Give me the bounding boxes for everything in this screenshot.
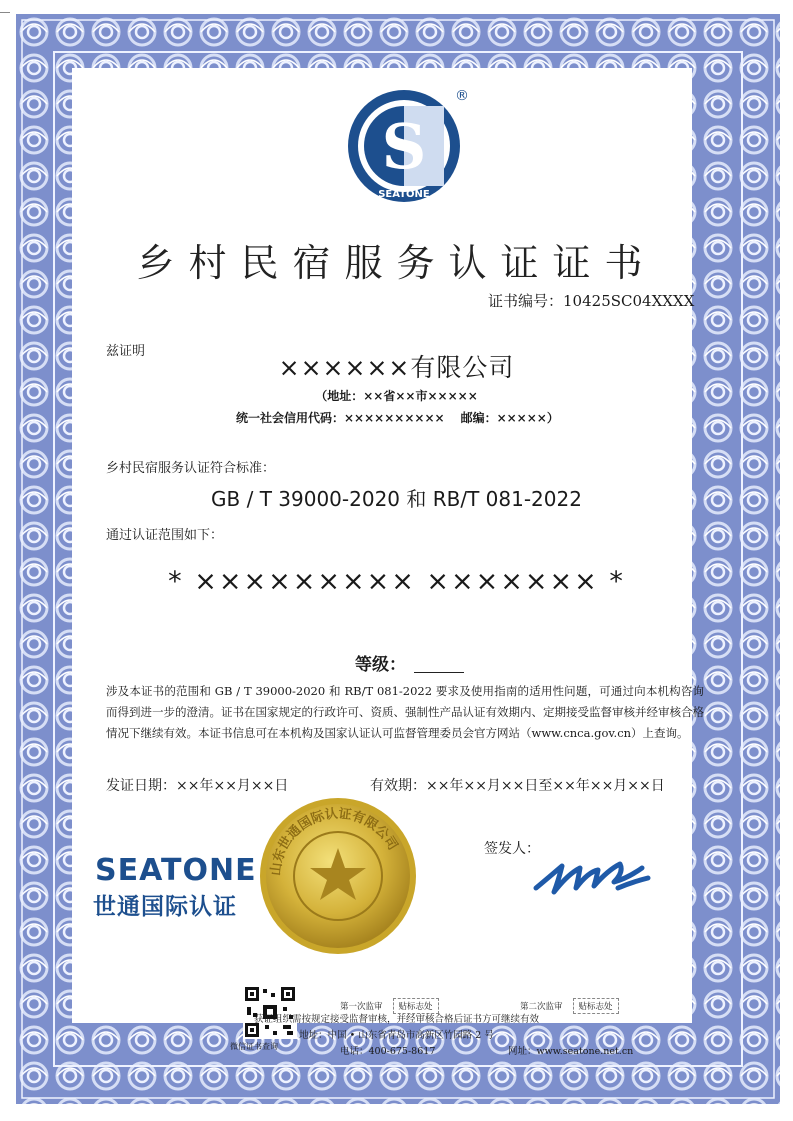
- signature-image: [528, 848, 658, 908]
- svg-text:SEATONE: SEATONE: [378, 189, 430, 200]
- company-name: ××××××有限公司: [278, 353, 515, 382]
- brand-name-en: SEATONE: [95, 853, 257, 888]
- grade-label: 等级：: [355, 655, 406, 675]
- footer-phone: 电话：400-675-8617: [340, 1046, 436, 1057]
- certificate-title: 乡村民宿服务认证证书: [136, 241, 657, 285]
- credit-code: 统一社会信用代码：××××××××××: [236, 411, 445, 425]
- company-address: （地址：××省××市×××××: [315, 389, 478, 403]
- official-seal: [258, 796, 418, 956]
- grade-field: [355, 650, 464, 675]
- scope-label: 通过认证范围如下：: [106, 528, 224, 543]
- certificate-number-value: 10425SC04XXXX: [563, 292, 695, 310]
- second-audit-label: 第二次监审: [520, 1002, 563, 1012]
- first-audit-label: 第一次监审: [340, 1002, 383, 1012]
- footer-notice: 获证组织需按规定接受监督审核，并经审核合格后证书方可继续有效: [253, 1014, 539, 1025]
- issue-date: 发证日期：××年××月××日: [106, 778, 289, 794]
- svg-text:®: ®: [455, 88, 469, 104]
- description-paragraph: 涉及本证书的范围和 GB / T 39000-2020 和 RB/T 081-2022 要求及使用指南的适用性问题，可通过向本机构咨询而得到进一步的澄清。证书在国家规定的行政许可、资质、强制性产品认证有效期内、定期接受监督审核并经审核合格情况下继续有效。本证书信息可在本机构及国家认证认可监督管理委员会官方网站（www.cnca.gov.cn）上查询。: [106, 684, 704, 740]
- scan-edge-mark: [0, 12, 10, 13]
- footer-website[interactable]: 网址：www.seatone.net.cn: [508, 1046, 634, 1057]
- seal-text: 山东世通国际认证有限公司: [268, 806, 401, 877]
- svg-text:S: S: [381, 110, 427, 183]
- second-audit-stamp-box: 贴标志处: [573, 998, 619, 1014]
- certificate-number-label: 证书编号：: [488, 292, 564, 310]
- validity-period: 有效期：××年××月××日至××年××月××日: [370, 778, 665, 794]
- standard-value: GB / T 39000-2020 和 RB/T 081-2022: [211, 487, 582, 511]
- scope-value: * ××××××××× ××××××× *: [168, 566, 625, 597]
- first-audit-stamp-box: 贴标志处: [393, 998, 439, 1014]
- signer-label: 签发人：: [484, 841, 540, 857]
- credit-code-line: [236, 409, 559, 426]
- standard-label: 乡村民宿服务认证符合标准：: [106, 461, 276, 476]
- certificate-number: [488, 290, 694, 311]
- grade-blank: [414, 656, 464, 673]
- intro-text: 兹证明: [106, 344, 146, 359]
- brand-name-cn: 世通国际认证: [93, 894, 237, 920]
- footer-address: 地址：中国 • 山东省青岛市高新区竹园路 2 号: [299, 1030, 494, 1041]
- qr-caption: 微信证书查询: [230, 1042, 278, 1051]
- postcode: 邮编：×××××）: [460, 411, 559, 425]
- seatone-logo: [340, 84, 480, 214]
